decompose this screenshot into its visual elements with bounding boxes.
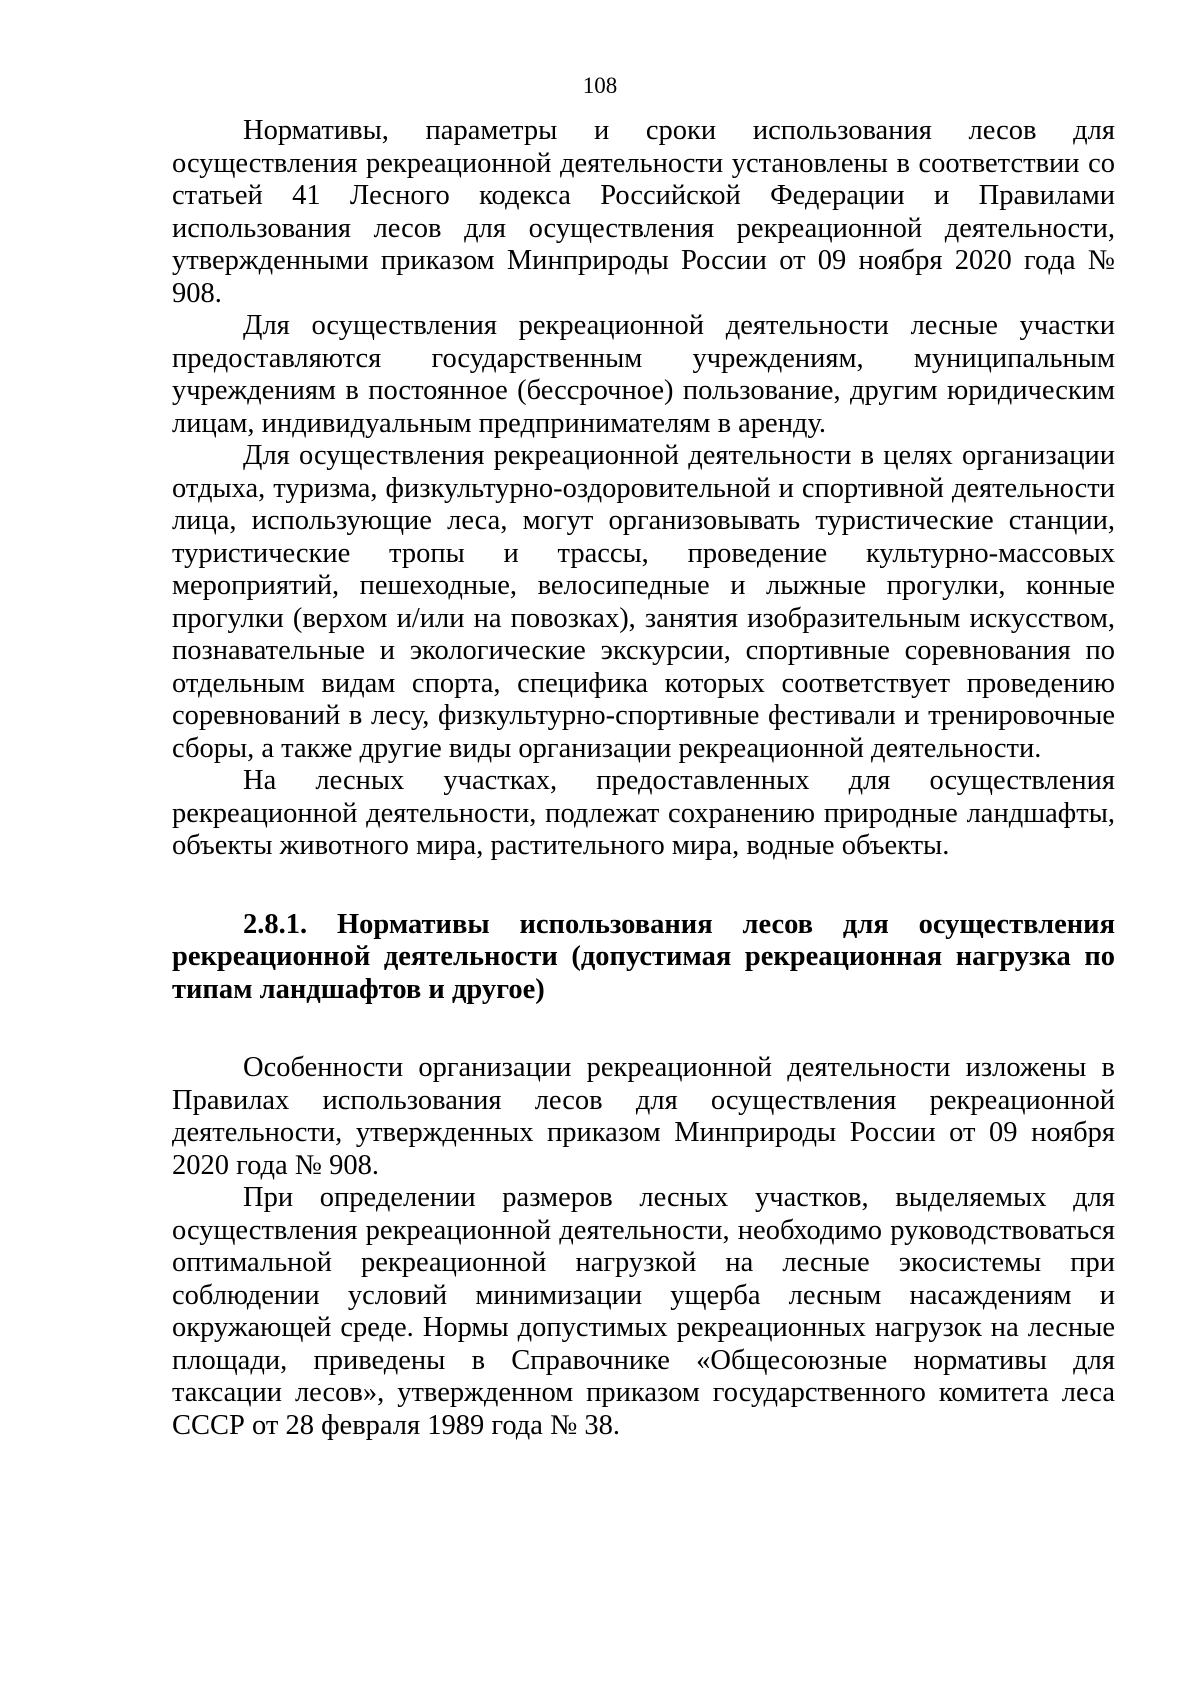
paragraph: Особенности организации рекреационной деятельности изложены в Правилах использования лесов для осуществления рекреационной деятельности, утвержденных приказом Минприроды России от 09 ноября 2020 года № 908. bbox=[172, 1052, 1115, 1181]
section-heading: 2.8.1. Нормативы использования лесов для осуществления рекреационной деятельности (допустимая рекреационная нагрузка по типам ландшафтов и другое) bbox=[172, 908, 1115, 1005]
paragraph: При определении размеров лесных участков, выделяемых для осуществления рекреационной деятельности, необходимо руководствоваться оптимальной рекреационной нагрузкой на лесные экосистемы при соблюдении условий минимизации ущерба лесным насаждениям и окружающей среде. Нормы допустимых рекреационных нагрузок на лесные площади, приведены в Справочнике «Общесоюзные нормативы для таксации лесов», утвержденном приказом государственного комитета леса СССР от 28 февраля 1989 года № 38. bbox=[172, 1182, 1115, 1441]
paragraph: Для осуществления рекреационной деятельности в целях организации отдыха, туризма, физкультурно-оздоровительной и спортивной деятельности лица, использующие леса, могут организовывать туристические станции, туристические тропы и трассы, проведение культурно-массовых мероприятий, пешеходные, велосипедные и лыжные прогулки, конные прогулки (верхом и/или на повозках), занятия изобразительным искусством, познавательные и экологические экскурсии, спортивные соревнования по отдельным видам спорта, специфика которых соответствует проведению соревнований в лесу, физкультурно-спортивные фестивали и тренировочные сборы, а также другие виды организации рекреационной деятельности. bbox=[172, 440, 1115, 764]
paragraph: Нормативы, параметры и сроки использования лесов для осуществления рекреационной деятельности установлены в соответствии со статьей 41 Лесного кодекса Российской Федерации и Правилами использования лесов для осуществления рекреационной деятельности, утвержденными приказом Минприроды России от 09 ноября 2020 года № 908. bbox=[172, 115, 1115, 309]
document-body bbox=[172, 115, 1115, 1442]
page-number: 108 bbox=[582, 73, 618, 98]
paragraph: Для осуществления рекреационной деятельности лесные участки предоставляются государственным учреждениям, муниципальным учреждениям в постоянное (бессрочное) пользование, другим юридическим лицам, индивидуальным предпринимателям в аренду. bbox=[172, 310, 1115, 439]
paragraph: На лесных участках, предоставленных для осуществления рекреационной деятельности, подлежат сохранению природные ландшафты, объекты животного мира, растительного мира, водные объекты. bbox=[172, 765, 1115, 861]
